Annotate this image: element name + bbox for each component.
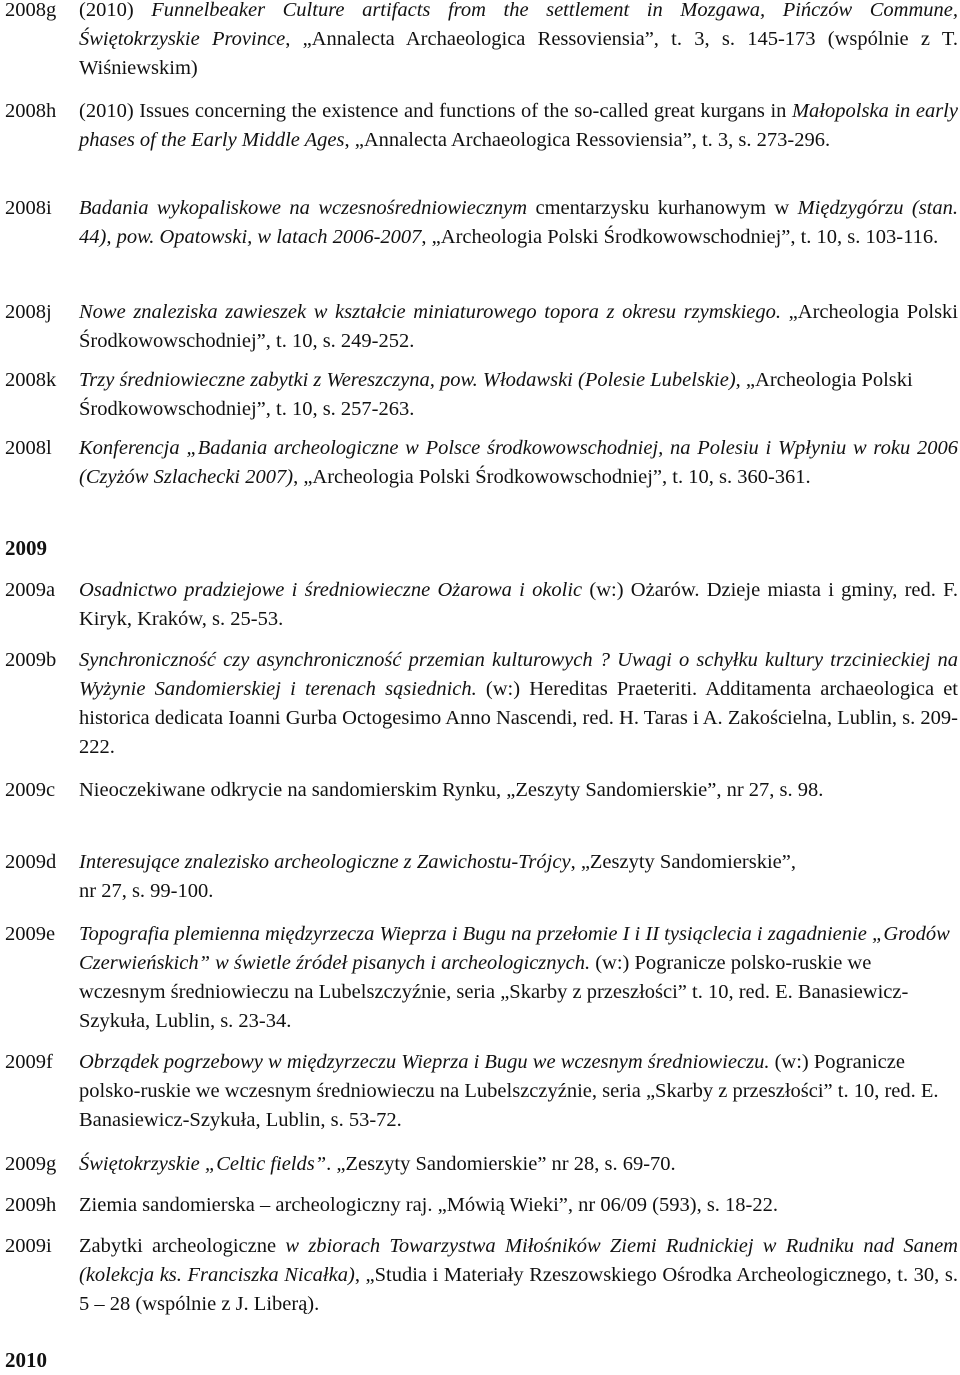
entry-code: 2009a [5, 579, 56, 601]
entry-text-segment: (2010) Issues concerning the existence and functions of the so-called great kurgans in [79, 100, 792, 122]
entry-title-italic: Topografia plemienna międzyrzecza Wieprza i Bugu na przełomie I i II tysiąclecia i zagadnienie „Grodów Czerwieńskich” w świetle źródeł pisanych i archeologicznych. [79, 923, 950, 974]
entry-text [79, 646, 958, 762]
entry-title-italic: Nowe znaleziska zawieszek w kształcie miniaturowego topora z okresu rzymskiego. [79, 301, 782, 323]
bib-entry-2008j [0, 298, 958, 356]
entry-title-italic: Międzygórzu (stan. 44), pow. Opatowski, w latach 2006-2007 [79, 197, 959, 248]
entry-code: 2008g [5, 0, 57, 21]
year-heading: 2010 [5, 1348, 47, 1372]
bib-entry-2009e [0, 920, 958, 1036]
bib-entry-2008l [0, 434, 958, 492]
entry-text [79, 366, 958, 424]
bib-entry-2009c [0, 776, 958, 805]
entry-text [79, 576, 958, 634]
entry-title-italic: Interesujące znalezisko archeologiczne z Zawichostu-Trójcy [79, 851, 571, 873]
entry-text [79, 1150, 958, 1179]
bib-entry-2008g [0, 0, 958, 83]
bib-entry-2009f [0, 1048, 958, 1135]
entry-text-segment: Ziemia sandomierska – archeologiczny raj. „Mówią Wieki”, nr 06/09 (593), s. 18-22. [79, 1194, 779, 1216]
entry-code: 2009c [5, 779, 56, 801]
entry-text-segment: , „Annalecta Archaeologica Ressoviensia”, t. 3, s. 273-296. [344, 129, 831, 151]
bib-entry-2009d [0, 848, 958, 906]
entry-title-italic: Funnelbeaker Culture artifacts from the settlement in Mozgawa, Pińczów Commune, Świętokrzyskie Province [79, 0, 958, 50]
entry-text-segment: , „Archeologia Polski Środkowowschodniej”, t. 10, s. 360-361. [293, 466, 811, 488]
entry-text [79, 920, 958, 1036]
entry-code: 2008k [5, 369, 57, 391]
entry-text-segment: , „Zeszyty Sandomierskie”, nr 27, s. 99-100. [79, 851, 796, 902]
entry-text-segment: , „Archeologia Polski Środkowowschodniej”, t. 10, s. 103-116. [421, 226, 939, 248]
entry-title-italic: Małopolska in early phases of the Early Middle Ages [79, 100, 958, 151]
entry-code: 2008j [5, 301, 52, 323]
entry-text [79, 776, 958, 805]
entry-text-segment: (w:) Ożarów. Dzieje miasta i gminy, red. F. Kiryk, Kraków, s. 25-53. [79, 579, 958, 630]
entry-text [79, 848, 799, 906]
entry-code: 2009g [5, 1153, 57, 1175]
entry-text-segment: „Archeologia Polski Środkowowschodniej”, t. 10, s. 249-252. [79, 301, 958, 352]
entry-title-italic: Osadnictwo pradziejowe i średniowieczne Ożarowa i okolic [79, 579, 583, 601]
entry-text-segment: . „Zeszyty Sandomierskie” nr 28, s. 69-70. [326, 1153, 676, 1175]
entry-title-italic: Synchroniczność czy asynchroniczność przemian kulturowych ? Uwagi o schyłku kultury trzcinieckiej na Wyżynie Sandomierskiej i terenach sąsiednich. [79, 649, 958, 700]
entry-text-segment: (w:) Hereditas Praeteriti. Additamenta archaeologica et historica dedicata Ioanni Gurba Octogesimo Anno Nascendi, red. H. Taras i A. Zakościelna, Lublin, s. 209-222. [79, 678, 958, 758]
entry-text [79, 1048, 958, 1135]
bib-entry-2008i [0, 194, 958, 252]
entry-text-segment: cmentarzysku kurhanowym w [535, 197, 798, 219]
entry-text-segment: Nieoczekiwane odkrycie na sandomierskim Rynku, „Zeszyty Sandomierskie”, nr 27, s. 98. [79, 779, 824, 801]
entry-text-segment: (w:) Pogranicze polsko-ruskie we wczesnym średniowieczu na Lubelszczyźnie, seria „Skarby z przeszłości” t. 10, red. E. Banasiewicz-Szykuła, Lublin, s. 23-34. [79, 952, 909, 1032]
bib-entry-2008h [0, 97, 958, 155]
bib-entry-2008k [0, 366, 958, 424]
entry-text [79, 298, 958, 356]
entry-text [79, 194, 958, 252]
entry-text [79, 1232, 958, 1319]
entry-title-italic: Świętokrzyskie „Celtic fields” [79, 1153, 327, 1175]
entry-code: 2009f [5, 1051, 53, 1073]
entry-text-segment: , „Annalecta Archaeologica Ressoviensia”, t. 3, s. 145-173 (wspólnie z T. Wiśniewskim) [79, 28, 959, 79]
entry-text [79, 0, 958, 83]
year-heading: 2009 [5, 536, 47, 560]
entry-title-italic: Obrządek pogrzebowy w międzyrzeczu Wieprza i Bugu we wczesnym średniowieczu. [79, 1051, 770, 1073]
entry-text-segment: (2010) [79, 0, 152, 21]
bib-entry-2009a [0, 576, 958, 634]
entry-title-italic: Konferencja „Badania archeologiczne w Polsce środkowowschodniej, na Polesiu i Wpłyniu w roku 2006 (Czyżów Szlachecki 2007) [79, 437, 958, 488]
bib-entry-2009g [0, 1150, 958, 1179]
entry-text-segment: Zabytki archeologiczne [79, 1235, 286, 1257]
entry-code: 2009e [5, 923, 56, 945]
bib-entry-2009b [0, 646, 958, 762]
entry-code: 2009i [5, 1235, 52, 1257]
entry-text-segment: , „Archeologia Polski Środkowowschodniej”, t. 10, s. 257-263. [79, 369, 913, 420]
entry-text [79, 1191, 958, 1220]
entry-text [79, 97, 958, 155]
bib-entry-2009i [0, 1232, 958, 1319]
entry-code: 2008i [5, 197, 52, 219]
entry-text [79, 434, 958, 492]
entry-text-segment: (w:) Pogranicze polsko-ruskie we wczesnym średniowieczu na Lubelszczyźnie, seria „Skarby z przeszłości” t. 10, red. E. Banasiewicz-Szykuła, Lublin, s. 53-72. [79, 1051, 939, 1131]
bib-entry-2009h [0, 1191, 958, 1220]
entry-title-italic: Trzy średniowieczne zabytki z Wereszczyna, pow. Włodawski (Polesie Lubelskie) [79, 369, 736, 391]
entry-code: 2009b [5, 649, 57, 671]
entry-code: 2009h [5, 1194, 57, 1216]
entry-code: 2008l [5, 437, 52, 459]
entry-code: 2008h [5, 100, 57, 122]
entry-text-segment: , „Studia i Materiały Rzeszowskiego Ośrodka Archeologicznego, t. 30, s. 5 – 28 (wspólnie z J. Liberą). [79, 1264, 958, 1315]
entry-title-italic: Badania wykopaliskowe na wczesnośredniowiecznym [79, 197, 536, 219]
entry-code: 2009d [5, 851, 57, 873]
entry-title-italic: w zbiorach Towarzystwa Miłośników Ziemi Rudnickiej w Rudniku nad Sanem (kolekcja ks. Franciszka Nicałka) [79, 1235, 958, 1286]
